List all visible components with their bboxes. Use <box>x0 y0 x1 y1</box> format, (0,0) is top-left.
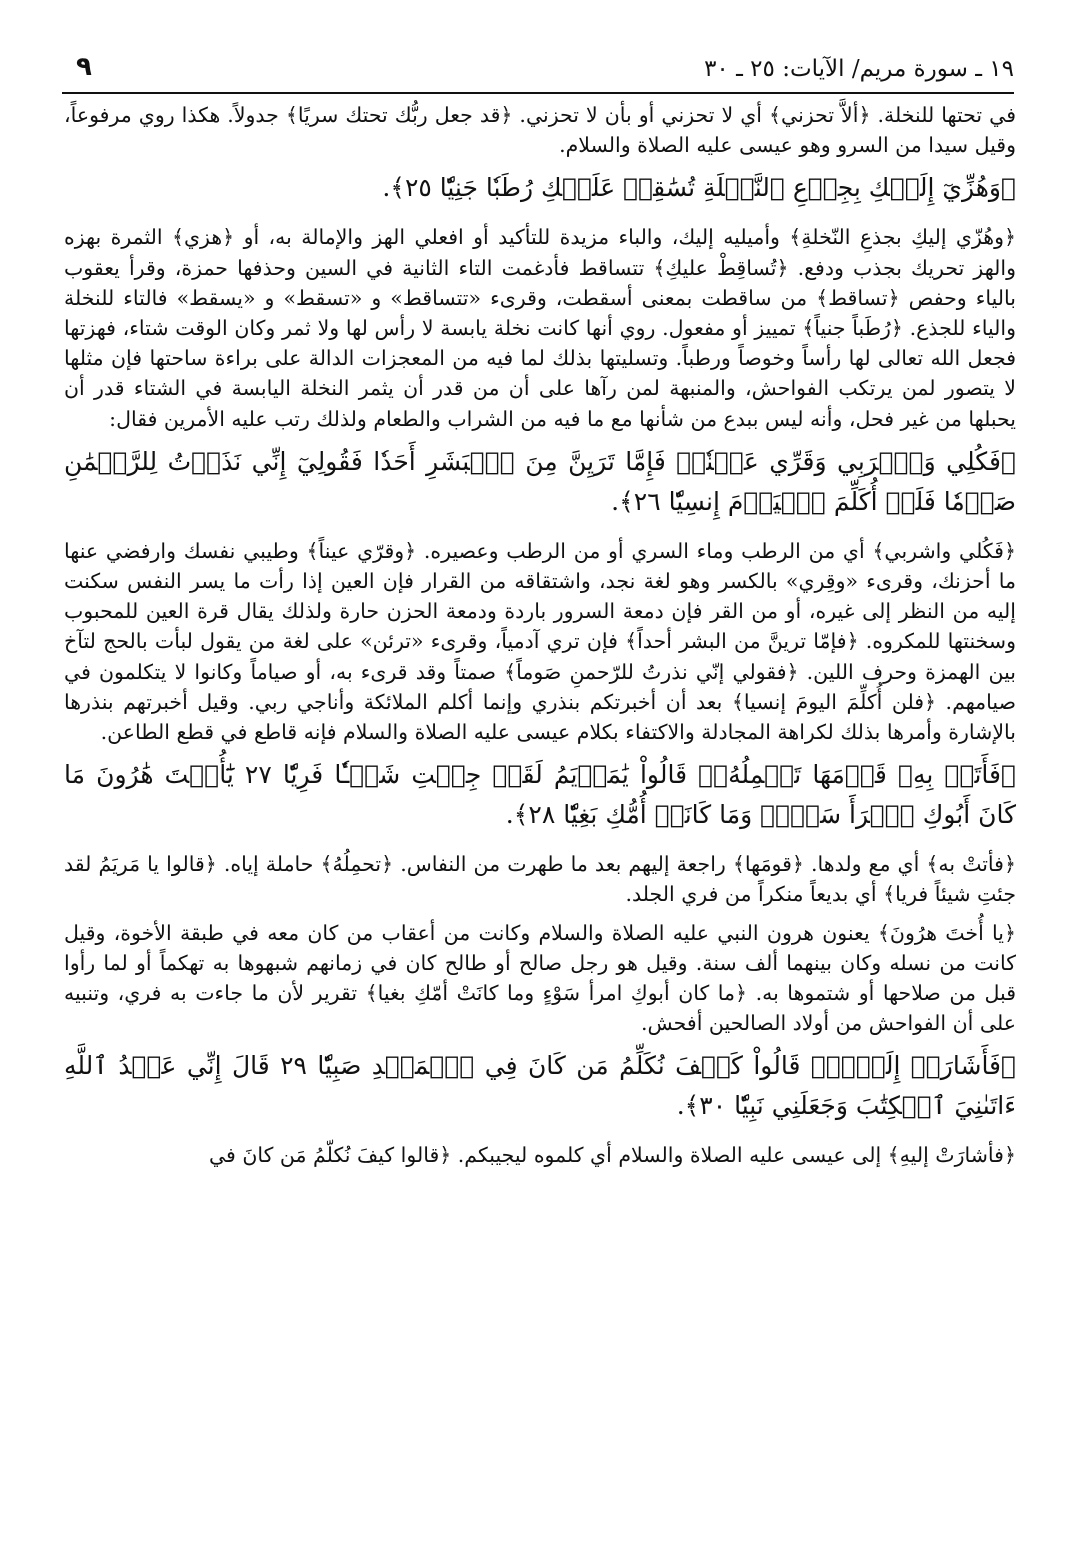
commentary-paragraph: ﴿فأشارَتْ إليهِ﴾ إلى عيسى عليه الصلاة والسلام أي كلموه ليجيبكم. ﴿قالوا كيفَ نُكلّمُ مَن كانَ في <box>208 1143 1016 1168</box>
quran-verse: ﴿وَهُزِّيٓ إِلَيۡكِ بِجِذۡعِ ٱلنَّخۡلَةِ تُسَٰقِطۡ عَلَيۡكِ رُطَبٗا جَنِيّٗا ٢٥﴾. <box>382 173 1016 203</box>
quran-verse: ﴿فَكُلِي وَٱشۡرَبِي وَقَرِّي عَيۡنٗاۖ فَإِمَّا تَرَيِنَّ مِنَ ٱلۡبَشَرِ أَحَدٗا فَقُولِيٓ إِنِّي نَذَرۡتُ لِلرَّحۡمَٰنِ صَوۡمٗا فَلَنۡ أُكَلِّمَ ٱلۡيَوۡمَ إِنسِيّٗا ٢٦﴾. <box>64 446 1016 516</box>
commentary-paragraph: ﴿يا أُختَ هرُونَ﴾ يعنون هرون النبي عليه الصلاة والسلام وكانت من أعقاب من كان معه في طبقة الأخوة، وقيل كانت من نسله وكان بينهما ألف سنة. وقيل هو رجل صالح أو طالح كان في زمانهم شبهوها به تهكماً أو لما رأوا قبل من صلاحها أو شتموها به. ﴿ما كان أبوكِ امرأ سَوْءٍ وما كانَتْ أمّكِ بغيا﴾ تقرير لأن ما جاءت به فري، وتنبيه على أن الفواحش من أولاد الصالحين أفحش. <box>64 920 1016 1036</box>
commentary-paragraph: في تحتها للنخلة. ﴿ألاَّ تحزني﴾ أي لا تحزني أو بأن لا تحزني. ﴿قد جعل ربُّك تحتك سريًا﴾ جدولاً. هكذا روي مرفوعاً، وقيل سيدا من السرو وهو عيسى عليه الصلاة والسلام. <box>64 103 1016 158</box>
commentary-paragraph: ﴿وهُزّي إليكِ بجذعِ النّخلةِ﴾ وأميليه إليك، والباء مزيدة للتأكيد أو افعلي الهز والإمالة به، أو ﴿هزي﴾ الثمرة بهزه والهز تحريك بجذب ودفع. ﴿تُساقِطْ عليكِ﴾ تتساقط فأدغمت التاء الثانية في السين وحذفها حمزة، وقرأ يعقوب بالياء وحفص ﴿تساقط﴾ من ساقطت بمعنى أسقطت، وقرىء «تتساقط» و «تسقط» و «يسقط» فالتاء للنخلة والياء للجذع. ﴿رُطَباً جنياً﴾ تمييز أو مفعول. روي أنها كانت نخلة يابسة لا رأس لها ولا ثمر وكان الوقت شتاء، فهزتها فجعل الله تعالى لها رأساً وخوصاً ورطباً. وتسليتها بذلك لما فيه من المعجزات الدالة على براءة ساحتها فإن مثلها لا يتصور لمن يرتكب الفواحش، والمنبهة لمن رآها على أن من قدر أن يثمر النخلة اليابسة في الشتاء قدر أن يحبلها من غير فحل، وأنه ليس ببدع من شأنها مع ما فيه من الشراب والطعام ولذلك رتب عليه الأمرين فقال: <box>64 225 1016 431</box>
page-number: ٩ <box>76 52 92 82</box>
page-header <box>62 52 1014 94</box>
commentary-paragraph: ﴿فَكُلي واشربي﴾ أي من الرطب وماء السري أو من الرطب وعصيره. ﴿وقرّي عيناً﴾ وطيبي نفسك وارفضي عنها ما أحزنك، وقرىء «وقِري» بالكسر وهو لغة نجد، واشتقاقه من القرار فإن العين إذا رأت ما يسر النفس سكنت إليه من النظر إلى غيره، أو من القر فإن دمعة السرور باردة ودمعة الحزن حارة ولذلك يقال قرة العين للمحبوب وسخنتها للمكروه. ﴿فإمّا ترينَّ من البشر أحداً﴾ فإن تري آدمياً، وقرىء «ترئن» على لغة من يقول لبأت بالحج لتآخ بين الهمزة وحرف اللين. ﴿فقولي إنّي نذرتُ للرّحمنِ صَوماً﴾ صمتاً وقد قرىء به، أو صياماً وكانوا لا يتكلمون في صيامهم. ﴿فلن أُكلِّمَ اليومَ إنسيا﴾ بعد أن أخبرتكم بنذري وإنما أكلم الملائكة وأناجي ربي. وقيل أخبرتهم بنذرها بالإشارة وأمرها بذلك لكراهة المجادلة والاكتفاء بكلام عيسى عليه الصلاة والسلام فإنه قاطع في قطع الطاعن. <box>64 538 1016 745</box>
page-body <box>64 100 1016 1179</box>
quran-verse: ﴿فَأَتَتۡ بِهِۦ قَوۡمَهَا تَحۡمِلُهُۥۖ قَالُواْ يَٰمَرۡيَمُ لَقَدۡ جِئۡتِ شَيۡـٔٗا فَرِيّٗا ٢٧ يَٰٓأُخۡتَ هَٰرُونَ مَا كَانَ أَبُوكِ ٱمۡرَأَ سَوۡءٖ وَمَا كَانَتۡ أُمُّكِ بَغِيّٗا ٢٨﴾. <box>64 760 1016 830</box>
quran-verse: ﴿فَأَشَارَتۡ إِلَيۡهِۖ قَالُواْ كَيۡفَ نُكَلِّمُ مَن كَانَ فِي ٱلۡمَهۡدِ صَبِيّٗا ٢٩ قَالَ إِنِّي عَبۡدُ ٱللَّهِ ءَاتَىٰنِيَ ٱلۡكِتَٰبَ وَجَعَلَنِي نَبِيّٗا ٣٠﴾. <box>64 1051 1017 1121</box>
running-title: ١٩ ـ سورة مريم/ الآيات: ٢٥ ـ ٣٠ <box>704 56 1014 82</box>
commentary-paragraph: ﴿فأتتْ به﴾ أي مع ولدها. ﴿قومَها﴾ راجعة إليهم بعد ما طهرت من النفاس. ﴿تحمِلُهُ﴾ حاملة إياه. ﴿قالوا يا مَريَمُ لقد جئتِ شيئاً فريا﴾ أي بديعاً منكراً من فري الجلد. <box>64 852 1016 907</box>
